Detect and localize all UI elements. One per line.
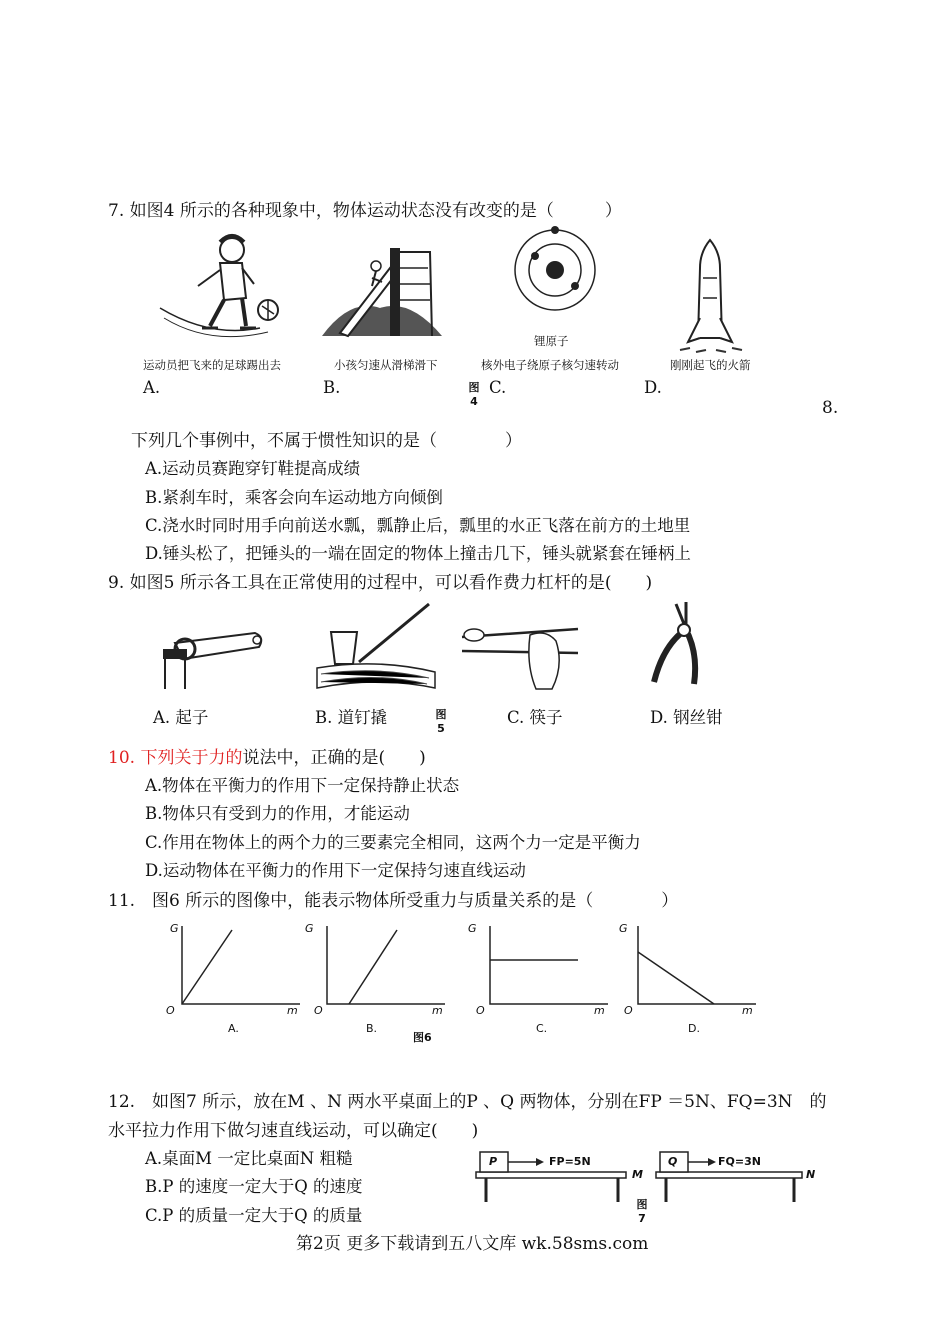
q12-force-p: FP=5N (549, 1155, 591, 1168)
q10-option-c: C.作用在物体上的两个力的三要素完全相同，这两个力一定是平衡力 (145, 833, 641, 852)
q11-graph-c (468, 920, 608, 1020)
q11-graph-d (616, 920, 756, 1020)
q11-a-axis-x: m (287, 1004, 298, 1017)
q10-number: 10. (108, 748, 136, 768)
q8-stem: 下列几个事例中，不属于惯性知识的是（ ） (131, 431, 522, 451)
q7-figure-c-atom (512, 230, 602, 325)
q11-b-axis-x: m (432, 1004, 443, 1017)
q10-stem (108, 743, 426, 768)
q12-option-c: C.P 的质量一定大于Q 的质量 (145, 1206, 363, 1225)
q9-option-d: D. 钢丝钳 (650, 708, 723, 727)
q10-stem-rest: 说法中，正确的是( ) (242, 748, 426, 768)
fig5-label: 图 5 (435, 708, 447, 735)
page-footer: 第2页 更多下载请到五八文库 wk.58sms.com (296, 1234, 649, 1254)
fig4-label: 图 4 (468, 381, 480, 408)
q10-stem-highlight: 下列关于力的 (140, 748, 243, 768)
q11-d-axis-x: m (742, 1004, 753, 1017)
q8-option-b: B.紧刹车时，乘客会向车运动地方向倾倒 (145, 488, 443, 507)
q7-stem: 7. 如图4 所示的各种现象中，物体运动状态没有改变的是（ ） (108, 201, 622, 221)
q11-a-label: A. (228, 1022, 239, 1035)
q12-stem-line2: 水平拉力作用下做匀速直线运动，可以确定( ) (108, 1121, 479, 1141)
q11-b-axis-y: G (305, 922, 314, 935)
q7-caption-c: 核外电子绕原子核匀速转动 (481, 358, 619, 372)
q9-figure-d-pliers (648, 600, 708, 690)
q12-stem-line1: 12. 如图7 所示，放在M 、N 两水平桌面上的P 、Q 两物体，分别在FP ＝5N、FQ=3N 的 (108, 1092, 827, 1112)
q7-caption-a: 运动员把飞来的足球踢出去 (143, 358, 281, 372)
q10-option-d: D.运动物体在平衡力的作用下一定保持匀速直线运动 (145, 861, 526, 880)
q7-caption-d: 刚刚起飞的火箭 (670, 358, 751, 372)
q8-option-c: C.浇水时同时用手向前送水瓢，瓢静止后，瓢里的水正飞落在前方的土地里 (145, 516, 691, 535)
q11-d-origin: O (624, 1004, 633, 1017)
q9-option-a: A. 起子 (153, 708, 209, 727)
q11-b-label: B. (366, 1022, 378, 1035)
q12-force-q: FQ=3N (718, 1155, 761, 1168)
q11-a-axis-y: G (170, 922, 179, 935)
q12-option-b: B.P 的速度一定大于Q 的速度 (145, 1177, 363, 1196)
q11-d-axis-y: G (619, 922, 628, 935)
q7-figure-a-footballer (150, 228, 290, 343)
q11-stem: 11. 图6 所示的图像中，能表示物体所受重力与质量关系的是（ ） (108, 891, 679, 911)
q11-graph-a (160, 920, 300, 1020)
q7-option-d: D. (644, 378, 662, 397)
q11-c-origin: O (476, 1004, 485, 1017)
q10-option-b: B.物体只有受到力的作用，才能运动 (145, 804, 410, 823)
q7-option-b: B. (323, 378, 341, 397)
q12-block-p: P (489, 1155, 498, 1168)
q11-c-axis-y: G (468, 922, 477, 935)
q11-graph-b (305, 920, 445, 1020)
q9-figure-b-spike-lever (317, 602, 437, 692)
q9-figure-c-chopsticks (460, 615, 580, 693)
q7-atom-label: 锂原子 (534, 334, 569, 348)
q9-option-b: B. 道钉撬 (315, 708, 388, 727)
q11-c-axis-x: m (594, 1004, 605, 1017)
q12-table-m: M (632, 1168, 643, 1181)
q12-table-n: N (806, 1168, 816, 1181)
q9-figure-a-bottle-opener (155, 615, 270, 690)
q9-option-c: C. 筷子 (507, 708, 563, 727)
q12-block-q: Q (668, 1155, 678, 1168)
fig7-label: 图 7 (636, 1198, 648, 1225)
q7-figure-b-slide (320, 238, 445, 338)
q11-d-label: D. (688, 1022, 700, 1035)
q11-c-label: C. (536, 1022, 548, 1035)
q9-stem: 9. 如图5 所示各工具在正常使用的过程中，可以看作费力杠杆的是( ) (108, 573, 653, 593)
q7-option-a: A. (143, 378, 161, 397)
fig6-label: 图6 (413, 1031, 432, 1044)
q8-number: 8. (822, 398, 839, 418)
q8-option-d: D.锤头松了，把锤头的一端在固定的物体上撞击几下，锤头就紧套在锤柄上 (145, 544, 691, 563)
q7-caption-b: 小孩匀速从滑梯滑下 (334, 358, 438, 372)
q7-figure-d-rocket (670, 238, 750, 358)
q7-option-c: C. (489, 378, 507, 397)
q8-option-a: A.运动员赛跑穿钉鞋提高成绩 (145, 459, 361, 478)
q11-b-origin: O (314, 1004, 323, 1017)
q11-a-origin: O (166, 1004, 175, 1017)
q12-option-a: A.桌面M 一定比桌面N 粗糙 (145, 1149, 353, 1168)
q10-option-a: A.物体在平衡力的作用下一定保持静止状态 (145, 776, 460, 795)
